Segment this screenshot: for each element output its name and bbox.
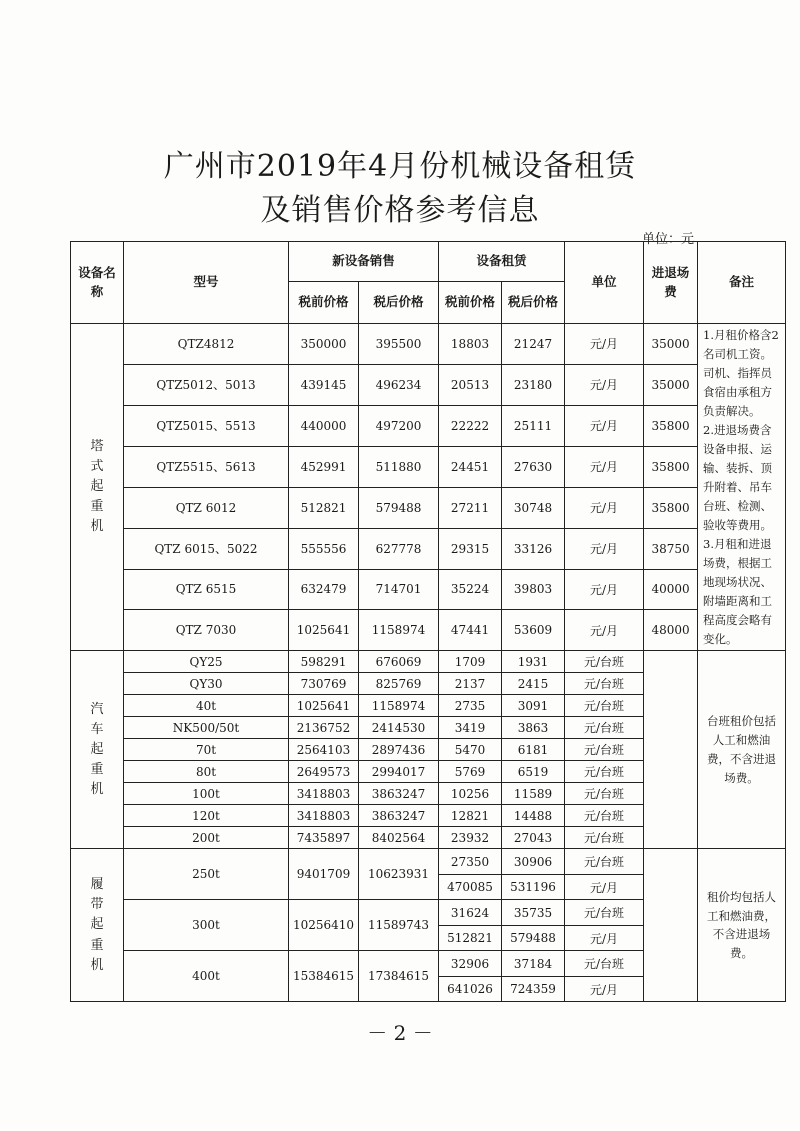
header-unit: 单位 (565, 242, 644, 324)
header-category: 设备名称 (71, 242, 124, 324)
sale-aftertax-cell: 11589743 (359, 900, 439, 951)
unit-note: 单位：元 (642, 232, 695, 247)
rent-pretax-cell: 27350 (439, 849, 502, 875)
sale-pretax-cell: 3418803 (289, 805, 359, 827)
sale-aftertax-cell: 2897436 (359, 739, 439, 761)
rent-aftertax-cell: 1931 (502, 651, 565, 673)
rent-pretax-cell: 27211 (439, 487, 502, 528)
rent-pretax-cell: 31624 (439, 900, 502, 926)
sale-aftertax-cell: 627778 (359, 528, 439, 569)
entry-fee-cell (644, 651, 698, 849)
entry-fee-cell: 35800 (644, 405, 698, 446)
rent-aftertax-cell: 579488 (502, 925, 565, 951)
model-cell: QTZ 6012 (124, 487, 289, 528)
unit-cell: 元/台班 (565, 827, 644, 849)
unit-cell: 元/台班 (565, 739, 644, 761)
rent-aftertax-cell: 3091 (502, 695, 565, 717)
category-cell: 塔式起重机 (71, 324, 124, 651)
category-cell: 履带起重机 (71, 849, 124, 1002)
model-cell: QY30 (124, 673, 289, 695)
sale-pretax-cell: 2564103 (289, 739, 359, 761)
unit-cell: 元/月 (565, 487, 644, 528)
unit-cell: 元/月 (565, 324, 644, 365)
model-cell: 100t (124, 783, 289, 805)
model-cell: QTZ5515、5613 (124, 446, 289, 487)
unit-cell: 元/台班 (565, 951, 644, 977)
rent-pretax-cell: 3419 (439, 717, 502, 739)
rent-aftertax-cell: 33126 (502, 528, 565, 569)
sale-aftertax-cell: 3863247 (359, 805, 439, 827)
sale-aftertax-cell: 10623931 (359, 849, 439, 900)
page-title-line2: 及销售价格参考信息 (260, 193, 540, 228)
sale-pretax-cell: 452991 (289, 446, 359, 487)
table-row (71, 651, 786, 673)
rent-aftertax-cell: 6519 (502, 761, 565, 783)
rent-pretax-cell: 5470 (439, 739, 502, 761)
model-cell: QY25 (124, 651, 289, 673)
header-rent-group: 设备租赁 (439, 242, 565, 282)
price-table (70, 241, 786, 1002)
rent-pretax-cell: 2735 (439, 695, 502, 717)
sale-pretax-cell: 7435897 (289, 827, 359, 849)
sale-pretax-cell: 9401709 (289, 849, 359, 900)
sale-pretax-cell: 555556 (289, 528, 359, 569)
rent-pretax-cell: 35224 (439, 569, 502, 610)
table-row (71, 569, 786, 610)
rent-aftertax-cell: 27630 (502, 446, 565, 487)
rent-aftertax-cell: 35735 (502, 900, 565, 926)
entry-fee-cell: 38750 (644, 528, 698, 569)
table-body (71, 324, 786, 1002)
sale-pretax-cell: 598291 (289, 651, 359, 673)
sale-aftertax-cell: 497200 (359, 405, 439, 446)
sale-pretax-cell: 512821 (289, 487, 359, 528)
rent-pretax-cell: 5769 (439, 761, 502, 783)
model-cell: NK500/50t (124, 717, 289, 739)
sale-aftertax-cell: 1158974 (359, 610, 439, 651)
sale-aftertax-cell: 676069 (359, 651, 439, 673)
model-cell: 70t (124, 739, 289, 761)
unit-cell: 元/月 (565, 569, 644, 610)
rent-pretax-cell: 32906 (439, 951, 502, 977)
page-title-line1: 广州市2019年4月份机械设备租赁 (163, 149, 637, 184)
rent-pretax-cell: 20513 (439, 364, 502, 405)
sale-aftertax-cell: 3863247 (359, 783, 439, 805)
page-number: － 2 － (367, 1021, 433, 1045)
table-row (71, 364, 786, 405)
model-cell: 400t (124, 951, 289, 1002)
unit-cell: 元/台班 (565, 651, 644, 673)
entry-fee-cell: 48000 (644, 610, 698, 651)
table-row (71, 405, 786, 446)
unit-cell: 元/月 (565, 446, 644, 487)
rent-pretax-cell: 18803 (439, 324, 502, 365)
header-model: 型号 (124, 242, 289, 324)
header-sale-pretax: 税前价格 (289, 282, 359, 324)
unit-cell: 元/月 (565, 610, 644, 651)
rent-aftertax-cell: 25111 (502, 405, 565, 446)
sale-aftertax-cell: 8402564 (359, 827, 439, 849)
unit-cell: 元/台班 (565, 673, 644, 695)
unit-cell: 元/台班 (565, 805, 644, 827)
unit-cell: 元/台班 (565, 849, 644, 875)
header-sale-aftertax: 税后价格 (359, 282, 439, 324)
entry-fee-cell: 35800 (644, 487, 698, 528)
header-sale-group: 新设备销售 (289, 242, 439, 282)
sale-aftertax-cell: 395500 (359, 324, 439, 365)
rent-pretax-cell: 470085 (439, 874, 502, 900)
remark-cell: 1.月租价格含2名司机工资。司机、指挥员食宿由承租方负责解决。 2.进退场费含设备申报、运输、装拆、顶升附着、吊车台班、检测、验收等费用。 3.月租和进退场费，根据工地现场状况、附墙距离和工程高度会略有变化。 (698, 324, 786, 651)
sale-aftertax-cell: 496234 (359, 364, 439, 405)
entry-fee-cell: 35000 (644, 364, 698, 405)
unit-cell: 元/台班 (565, 900, 644, 926)
model-cell: QTZ 6515 (124, 569, 289, 610)
model-cell: 250t (124, 849, 289, 900)
rent-pretax-cell: 23932 (439, 827, 502, 849)
sale-pretax-cell: 730769 (289, 673, 359, 695)
sale-pretax-cell: 15384615 (289, 951, 359, 1002)
model-cell: 120t (124, 805, 289, 827)
sale-pretax-cell: 1025641 (289, 695, 359, 717)
rent-pretax-cell: 22222 (439, 405, 502, 446)
rent-aftertax-cell: 23180 (502, 364, 565, 405)
sale-aftertax-cell: 2414530 (359, 717, 439, 739)
rent-pretax-cell: 29315 (439, 528, 502, 569)
sale-aftertax-cell: 511880 (359, 446, 439, 487)
rent-aftertax-cell: 14488 (502, 805, 565, 827)
rent-aftertax-cell: 30748 (502, 487, 565, 528)
rent-pretax-cell: 1709 (439, 651, 502, 673)
unit-cell: 元/月 (565, 925, 644, 951)
sale-pretax-cell: 439145 (289, 364, 359, 405)
model-cell: QTZ 6015、5022 (124, 528, 289, 569)
table-row (71, 324, 786, 365)
rent-aftertax-cell: 27043 (502, 827, 565, 849)
rent-aftertax-cell: 21247 (502, 324, 565, 365)
rent-aftertax-cell: 531196 (502, 874, 565, 900)
rent-pretax-cell: 10256 (439, 783, 502, 805)
rent-aftertax-cell: 53609 (502, 610, 565, 651)
sale-pretax-cell: 1025641 (289, 610, 359, 651)
rent-aftertax-cell: 6181 (502, 739, 565, 761)
rent-aftertax-cell: 724359 (502, 976, 565, 1002)
entry-fee-cell (644, 849, 698, 1002)
rent-pretax-cell: 47441 (439, 610, 502, 651)
model-cell: QTZ4812 (124, 324, 289, 365)
sale-pretax-cell: 632479 (289, 569, 359, 610)
rent-pretax-cell: 12821 (439, 805, 502, 827)
unit-cell: 元/月 (565, 976, 644, 1002)
sale-pretax-cell: 2136752 (289, 717, 359, 739)
sale-aftertax-cell: 714701 (359, 569, 439, 610)
entry-fee-cell: 35000 (644, 324, 698, 365)
sale-aftertax-cell: 17384615 (359, 951, 439, 1002)
model-cell: QTZ5015、5513 (124, 405, 289, 446)
sale-aftertax-cell: 1158974 (359, 695, 439, 717)
unit-cell: 元/台班 (565, 695, 644, 717)
unit-cell: 元/台班 (565, 783, 644, 805)
rent-pretax-cell: 24451 (439, 446, 502, 487)
sale-pretax-cell: 10256410 (289, 900, 359, 951)
model-cell: 200t (124, 827, 289, 849)
rent-aftertax-cell: 11589 (502, 783, 565, 805)
entry-fee-cell: 35800 (644, 446, 698, 487)
rent-aftertax-cell: 30906 (502, 849, 565, 875)
sale-aftertax-cell: 579488 (359, 487, 439, 528)
rent-pretax-cell: 512821 (439, 925, 502, 951)
sale-pretax-cell: 350000 (289, 324, 359, 365)
table-row (71, 528, 786, 569)
model-cell: QTZ 7030 (124, 610, 289, 651)
rent-aftertax-cell: 3863 (502, 717, 565, 739)
unit-cell: 元/月 (565, 874, 644, 900)
entry-fee-cell: 40000 (644, 569, 698, 610)
header-rent-aftertax: 税后价格 (502, 282, 565, 324)
model-cell: 300t (124, 900, 289, 951)
unit-cell: 元/台班 (565, 717, 644, 739)
remark-cell: 台班租价包括人工和燃油费，不含进退场费。 (698, 651, 786, 849)
table-row (71, 849, 786, 875)
table-row (71, 610, 786, 651)
header-entry-fee: 进退场费 (644, 242, 698, 324)
header-remark: 备注 (698, 242, 786, 324)
table-row (71, 446, 786, 487)
sale-pretax-cell: 440000 (289, 405, 359, 446)
sale-pretax-cell: 2649573 (289, 761, 359, 783)
sale-aftertax-cell: 2994017 (359, 761, 439, 783)
category-cell: 汽车起重机 (71, 651, 124, 849)
unit-cell: 元/月 (565, 528, 644, 569)
rent-pretax-cell: 641026 (439, 976, 502, 1002)
rent-pretax-cell: 2137 (439, 673, 502, 695)
sale-aftertax-cell: 825769 (359, 673, 439, 695)
table-header (71, 242, 786, 324)
rent-aftertax-cell: 39803 (502, 569, 565, 610)
table-row (71, 487, 786, 528)
unit-cell: 元/月 (565, 364, 644, 405)
rent-aftertax-cell: 37184 (502, 951, 565, 977)
unit-cell: 元/台班 (565, 761, 644, 783)
remark-cell: 租价均包括人工和燃油费，不含进退场费。 (698, 849, 786, 1002)
unit-cell: 元/月 (565, 405, 644, 446)
rent-aftertax-cell: 2415 (502, 673, 565, 695)
model-cell: 80t (124, 761, 289, 783)
sale-pretax-cell: 3418803 (289, 783, 359, 805)
model-cell: QTZ5012、5013 (124, 364, 289, 405)
model-cell: 40t (124, 695, 289, 717)
header-rent-pretax: 税前价格 (439, 282, 502, 324)
